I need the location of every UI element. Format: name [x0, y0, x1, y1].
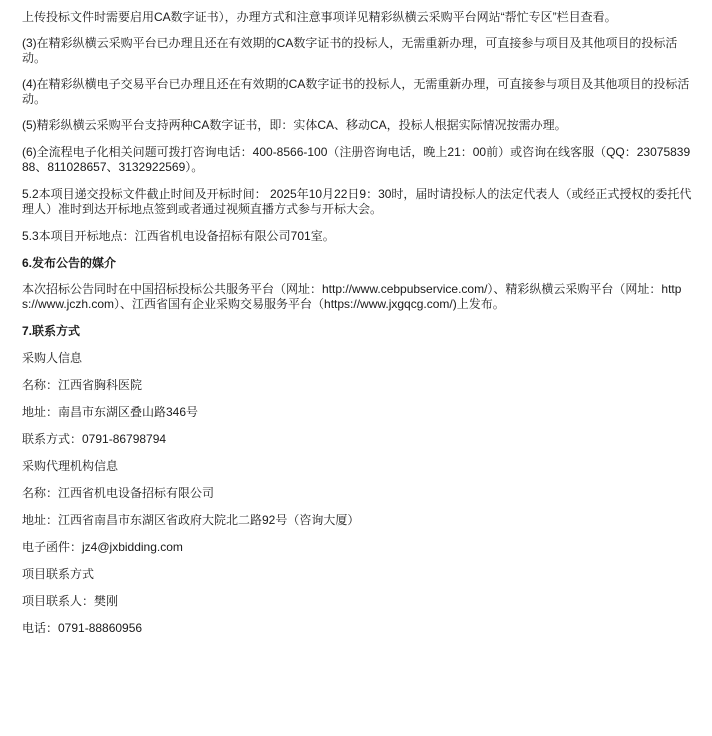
purchaser-name: 名称：江西省胸科医院 [22, 378, 143, 392]
project-contact-person: 项目联系人：樊刚 [22, 594, 119, 608]
section-7-heading: 7.联系方式 [22, 324, 81, 338]
purchaser-address: 地址：南昌市东湖区叠山路346号 [22, 405, 199, 419]
paragraph-ca-item-6: (6)全流程电子化相关问题可拨打咨询电话：400-8566-100（注册咨询电话，晚上21：00前）或咨询在线客服（QQ：2307583988、811028657、3132922569）。 [22, 145, 691, 174]
agency-name: 名称：江西省机电设备招标有限公司 [22, 486, 215, 500]
purchaser-title: 采购人信息 [22, 351, 83, 365]
paragraph-6-media: 本次招标公告同时在中国招标投标公共服务平台（网址：http://www.cebpubservice.com/）、精彩纵横云采购平台（网址：https://www.jczh.com）、江西省国有企业采购交易服务平台（https://www.jxgqcg.com/)上发布。 [22, 282, 682, 311]
project-phone: 电话：0791-88860956 [22, 621, 143, 635]
paragraph-ca-item-5: (5)精彩纵横云采购平台支持两种CA数字证书，即：实体CA、移动CA，投标人根据实际情况按需办理。 [22, 118, 567, 132]
project-contact-title: 项目联系方式 [22, 567, 95, 581]
agency-address: 地址：江西省南昌市东湖区省政府大院北二路92号（咨询大厦） [22, 513, 360, 527]
purchaser-contact: 联系方式：0791-86798794 [22, 432, 167, 446]
agency-title: 采购代理机构信息 [22, 459, 119, 473]
paragraph-ca-continued: 上传投标文件时需要启用CA数字证书），办理方式和注意事项详见精彩纵横云采购平台网站“帮忙专区”栏目查看。 [22, 10, 617, 24]
paragraph-5-3-location: 5.3本项目开标地点：江西省机电设备招标有限公司701室。 [22, 229, 335, 243]
paragraph-ca-item-4: (4)在精彩纵横电子交易平台已办理且还在有效期的CA数字证书的投标人，无需重新办理，可直接参与项目及其他项目的投标活动。 [22, 77, 690, 106]
paragraph-ca-item-3: (3)在精彩纵横云采购平台已办理且还在有效期的CA数字证书的投标人，无需重新办理，可直接参与项目及其他项目的投标活动。 [22, 36, 678, 65]
paragraph-5-2-deadline: 5.2本项目递交投标文件截止时间及开标时间： 2025年10月22日9：30时，届时请投标人的法定代表人（或经正式授权的委托代理人）准时到达开标地点签到或者通过视频直播方式参与开标大会。 [22, 187, 692, 216]
agency-email: 电子函件：jz4@jxbidding.com [22, 540, 183, 554]
section-6-heading: 6.发布公告的媒介 [22, 256, 117, 270]
